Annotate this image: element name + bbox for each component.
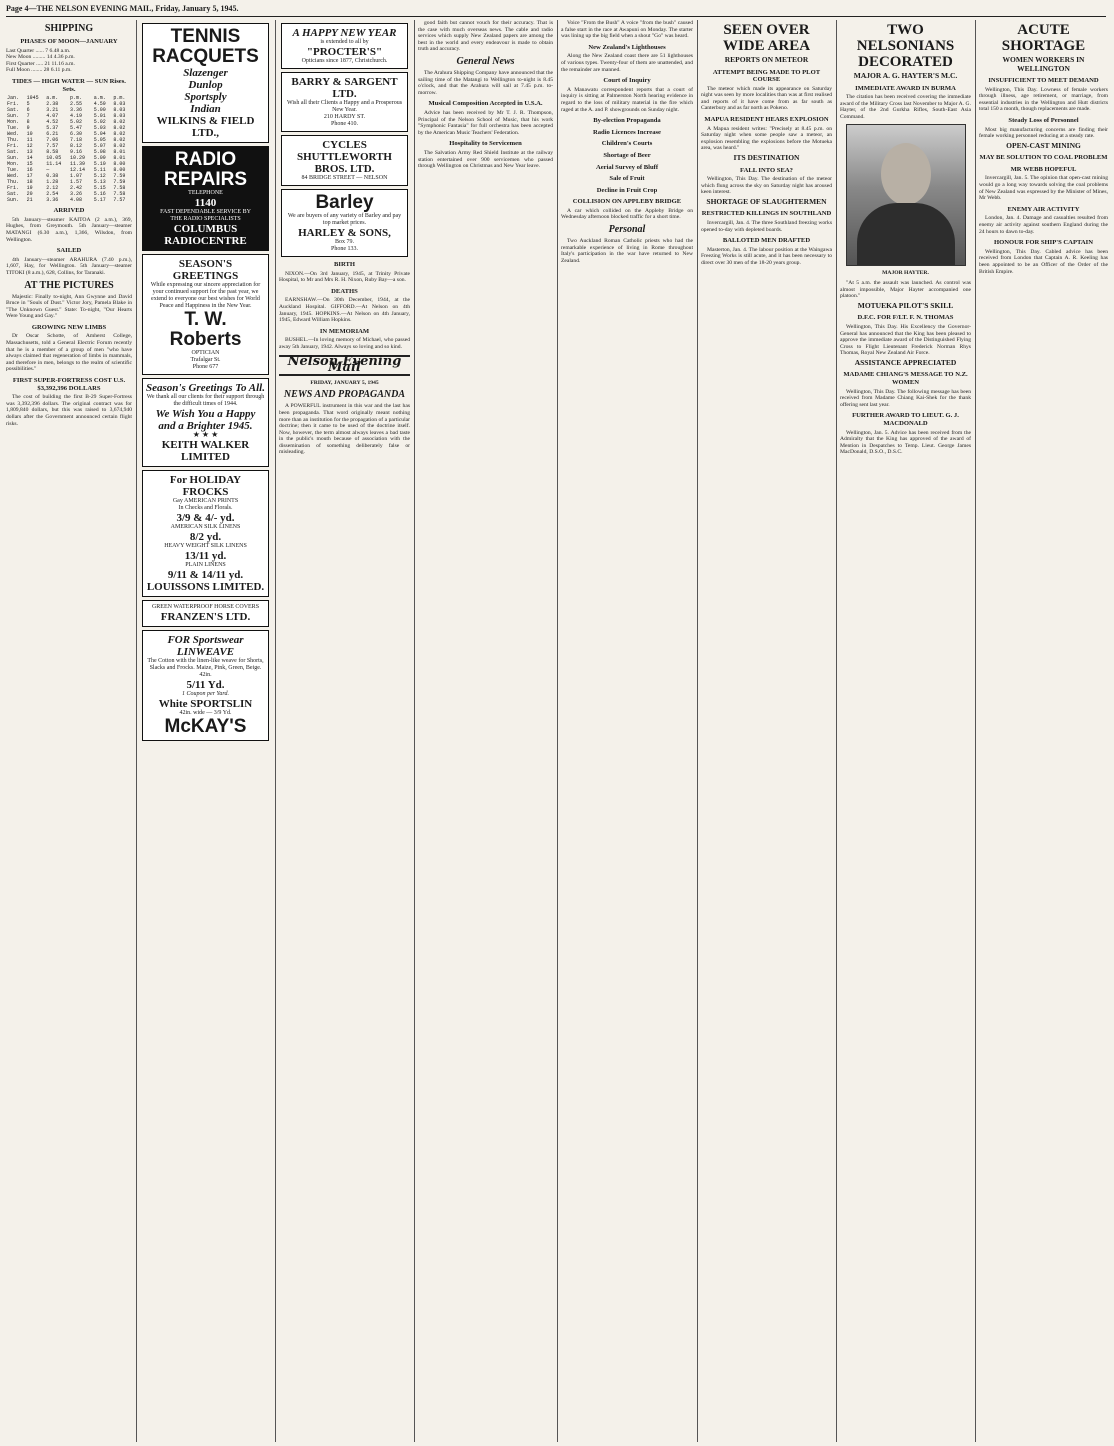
tide-cell: Fri. bbox=[7, 101, 20, 108]
mapua-heading: MAPUA RESIDENT HEARS EXPLOSION bbox=[704, 116, 829, 124]
tide-cell: 1.57 bbox=[69, 179, 82, 186]
ad-barley-title: Barley bbox=[315, 192, 374, 213]
tide-cell: 18 bbox=[26, 179, 33, 186]
enemy-air-text: London, Jan. 4. Damage and casualties resulted from enemy air activity against southern England during the 24 hours to dawn to-day. bbox=[979, 215, 1108, 235]
editorial-continued: good faith but cannot vouch for their accuracy. That is the case with much overseas news. The cable and radio services which supply New Zealand papers are among the best in the world and every endeavour is made to obtain truth and accuracy. bbox=[418, 20, 553, 53]
moon-row: Full Moon ........ 28 6.11 p.m. bbox=[6, 67, 72, 74]
tide-cell: 4.08 bbox=[69, 197, 82, 204]
opencast-sub2: MR WEBB HOPEFUL bbox=[1010, 165, 1077, 173]
pictures-heading: AT THE PICTURES bbox=[24, 279, 114, 291]
paper-title: Nelson Evening Mail bbox=[279, 355, 410, 376]
tide-cell: 3.36 bbox=[46, 197, 59, 204]
ad-barry-address: 210 HARDY ST. bbox=[323, 114, 366, 120]
column-rule bbox=[697, 20, 698, 1442]
tide-cell: Sun. bbox=[7, 155, 20, 162]
ad-roberts-title: SEASON'S GREETINGS bbox=[172, 258, 239, 282]
decorated-subhead: MAJOR A. G. HAYTER'S M.C. bbox=[853, 71, 958, 80]
music-text: Advice has been received by Mr T. J. R. Thompson, Principal of the Nelson School of Music, that his work "Symphonic Fantasia" for full orchestra has been accepted by the American Music Teachers' Federation. bbox=[418, 109, 553, 136]
ad-shuttleworth bbox=[281, 135, 408, 186]
tide-cell: 5.08 bbox=[93, 149, 106, 156]
ad-shuttleworth-shop: SHUTTLEWORTH BROS. LTD. bbox=[297, 151, 392, 175]
slaughtermen-heading: SHORTAGE OF SLAUGHTERMEN bbox=[706, 196, 827, 206]
decorated-text-2: "At 5 a.m. the assault was launched. As control was almost impossible, Major Hayter accompanied one platoon." bbox=[840, 280, 971, 300]
tide-cell: Sat. bbox=[7, 107, 20, 114]
tide-cell: 2.54 bbox=[46, 191, 59, 198]
personnel-text: Most big manufacturing concerns are finding their female working personnel reducing at a steady rate. bbox=[979, 126, 1108, 140]
tide-cell: 7.06 bbox=[46, 137, 59, 144]
superfort-heading: FIRST SUPER-FORTRESS COST U.S. $3,392,396 DOLLARS bbox=[12, 377, 126, 392]
limbs-text: Dr Oscar Schotte, of Amherst College, Massachusetts, told a General Electric Forum recently that he is a member of a group of men "who have always claimed that regeneration of limbs in mammals, and therefore in men, belongs to the realm of scientific possibilities." bbox=[6, 333, 132, 373]
moon-heading: PHASES OF MOON—JANUARY bbox=[20, 38, 118, 45]
pilot-text: Wellington, This Day. His Excellency the Governor-General has announced that the King has been pleased to approve the immediate award of the Distinguished Flying Cross to Flight Lieutenant Frederick Norman Rhys Thomas, Royal New Zealand Air Force. bbox=[840, 323, 971, 357]
tide-cell: 8.03 bbox=[113, 101, 126, 108]
column-rule bbox=[414, 20, 415, 1442]
tide-cell: 17 bbox=[26, 173, 33, 180]
ad-shuttleworth-title: CYCLES bbox=[322, 139, 367, 151]
ad-louissons-item-desc: In Checks and Florals. bbox=[178, 504, 233, 511]
tide-cell: 2.42 bbox=[69, 185, 82, 192]
tide-cell: 5.47 bbox=[69, 125, 82, 132]
tide-cell: 8.58 bbox=[46, 149, 59, 156]
ad-keith-walker bbox=[142, 378, 269, 467]
collision-text: A car which collided on the Appleby Bridge on Wednesday afternoon blocked traffic for a short time. bbox=[561, 207, 693, 221]
ad-roberts-text: While expressing our sincere appreciation for your continued support for the past year, we extend to everyone our best wishes for World Peace and Happiness in the New Year. bbox=[150, 282, 261, 309]
tide-cell: 12.14 bbox=[69, 167, 85, 174]
ad-tennis-line: Dunlop bbox=[188, 79, 223, 91]
tide-cell: 5.05 bbox=[93, 137, 106, 144]
personal-heading: Personal bbox=[608, 224, 646, 236]
column-ads-1 bbox=[140, 20, 271, 1442]
pictures-text: Majestic: Finally to-night, Ann Gwynne and David Bruce in "Souls of Dust." Victor Jory, Pamela Blake in "The Unknown Guest." State: To-night, "Our Hearts Were Young and Gay." bbox=[6, 293, 132, 320]
ad-radio-phone-label: TELEPHONE bbox=[188, 190, 223, 196]
children-heading: Children's Courts bbox=[601, 140, 653, 148]
tide-cell: 11.14 bbox=[46, 161, 62, 168]
tide-cell: 5.13 bbox=[93, 179, 106, 186]
shortage-text: Wellington, This Day. Lowness of female workers through illness, age retirement, or marriage, from essential industries in the Wellington and Hutt districts total 150 a month, though replacements are made. bbox=[979, 86, 1108, 113]
ad-barry-text: Wish all their Clients a Happy and a Prosperous New Year. bbox=[286, 100, 403, 113]
tide-cell: 2.38 bbox=[46, 101, 59, 108]
ad-barley-text: We are buyers of any variety of Barley and pay top market prices. bbox=[287, 213, 402, 226]
tide-cell: 8.12 bbox=[69, 143, 82, 150]
tide-cell: Sat. bbox=[7, 191, 20, 198]
tide-cell: Fri. bbox=[7, 185, 20, 192]
ad-radio-shop: COLUMBUS RADIOCENTRE bbox=[164, 223, 247, 247]
beer-heading: Shortage of Beer bbox=[603, 151, 651, 159]
opencast-sub: MAY BE SOLUTION TO COAL PROBLEM bbox=[979, 154, 1108, 162]
ad-procter-title: A HAPPY NEW YEAR bbox=[292, 27, 397, 39]
ad-barley-phone: Phone 133. bbox=[331, 246, 358, 252]
ad-louissons bbox=[142, 470, 269, 597]
shortage-headline: ACUTE SHORTAGE bbox=[1001, 22, 1086, 54]
portrait-head-shape bbox=[881, 143, 931, 205]
column-rule bbox=[975, 20, 976, 1442]
tide-cell: 2.12 bbox=[46, 185, 59, 192]
tide-cell: Thu. bbox=[7, 137, 20, 144]
coal-heading: Decline in Fruit Crop bbox=[596, 186, 658, 194]
ad-walker-wish: We Wish You a Happy and a Brighter 1945. bbox=[155, 408, 256, 432]
decorated-headline: TWO NELSONIANS DECORATED bbox=[856, 22, 955, 70]
ad-barry-phone: Phone 410. bbox=[331, 121, 358, 127]
tide-cell: 14 bbox=[26, 155, 33, 162]
balloted-heading: BALLOTED MEN DRAFTED bbox=[722, 237, 811, 245]
tide-cell: 5.09 bbox=[93, 155, 106, 162]
tide-cell: 2.55 bbox=[69, 101, 82, 108]
ad-louissons-item: AMERICAN SILK LINENS bbox=[170, 523, 241, 530]
tide-cell: 13 bbox=[26, 149, 33, 156]
birth-text: NIXON.—On 3rd January, 1945, at Trinity Private Hospital, to Mr and Mrs R. H. Nixon, Ruby Bay—a son. bbox=[279, 270, 410, 284]
ad-roberts-optician bbox=[142, 254, 269, 375]
editorial-text: A POWERFUL instrument in this war and the last has been propaganda. That word originally meant nothing more than an institution for the propagation of a particular doctrine; then it came to be used of the doctrine itself. Now, however, the term almost always leaves a bad taste in the public's mouth because of association with the dissemination of something deliberately false or misleading. bbox=[279, 403, 410, 456]
tide-cell: 5.02 bbox=[69, 119, 82, 126]
tide-cell: 8 bbox=[26, 119, 30, 126]
destination-heading: ITS DESTINATION bbox=[733, 153, 800, 163]
tide-cell: 4.52 bbox=[46, 119, 59, 126]
pilot-heading: MOTUEKA PILOT'S SKILL bbox=[857, 300, 954, 310]
tide-cell: 8.00 bbox=[113, 167, 126, 174]
ad-roberts-phone: Phone 677 bbox=[192, 364, 219, 370]
destination-sub: FALL INTO SEA? bbox=[740, 166, 793, 174]
ad-shuttleworth-address: 84 BRIDGE STREET — NELSON bbox=[301, 175, 388, 181]
ad-procter-trade: Opticians since 1877, Christchurch. bbox=[301, 58, 388, 64]
tide-row bbox=[6, 197, 132, 203]
tide-cell: 7.57 bbox=[46, 143, 59, 150]
tide-cell: 11 bbox=[26, 137, 33, 144]
column-rule bbox=[836, 20, 837, 1442]
tide-cell: 4.07 bbox=[46, 113, 59, 120]
ad-tennis-line: Slazenger bbox=[183, 67, 228, 79]
opencast-heading: OPEN-CAST MINING bbox=[1006, 140, 1081, 150]
tide-cell: 20 bbox=[26, 191, 33, 198]
star-icon: ★ ★ ★ bbox=[192, 430, 219, 439]
tide-cell: 8.01 bbox=[113, 149, 126, 156]
ad-roberts-address: Trafalgar St. bbox=[190, 357, 221, 363]
moon-row: Last Quarter ...... 7 6.48 a.m. bbox=[6, 47, 71, 54]
tide-cell: 9 bbox=[26, 125, 30, 132]
ad-tennis-title: TENNIS RACQUETS bbox=[152, 26, 259, 67]
tide-cell: 5.11 bbox=[93, 167, 106, 174]
ad-roberts-shop: T. W. Roberts bbox=[169, 309, 242, 350]
tide-cell: 8.02 bbox=[113, 131, 126, 138]
tide-cell: 10.29 bbox=[69, 155, 85, 162]
ad-louissons-title: For HOLIDAY FROCKS bbox=[169, 473, 242, 498]
ad-procter-subtitle: is extended to all by bbox=[320, 39, 369, 45]
tide-cell: 5.00 bbox=[93, 107, 106, 114]
ad-louissons-item: HEAVY WEIGHT SILK LINENS bbox=[164, 542, 247, 549]
tide-cell: Jan. bbox=[7, 95, 20, 102]
column-ads-2 bbox=[279, 20, 410, 1442]
ad-linweave-title: FOR Sportswear LINWEAVE bbox=[167, 633, 244, 658]
ad-barry-shop: BARRY & SARGENT LTD. bbox=[291, 76, 398, 100]
photo-caption: MAJOR HAYTER. bbox=[882, 270, 929, 277]
pilot-sub: D.F.C. FOR F/LT. F. N. THOMAS bbox=[857, 314, 954, 322]
collision-heading: COLLISION ON APPLEBY BRIDGE bbox=[572, 198, 682, 206]
tide-cell: 4.59 bbox=[93, 101, 106, 108]
decorated-text: The citation has been received covering the immediate award of the Military Cross last November to Major A. G. Hayter, of the 2nd Gurkha Rifles, South-East Asia Command. bbox=[840, 94, 971, 120]
general-news-heading: General News bbox=[456, 55, 515, 67]
ad-radio-phone: 1140 bbox=[194, 197, 217, 209]
byelection-heading: By-election Propaganda bbox=[593, 117, 661, 125]
assistance-heading: ASSISTANCE APPRECIATED bbox=[854, 357, 957, 367]
ad-barley-box: Box 79. bbox=[334, 239, 354, 245]
tide-cell: 7.18 bbox=[69, 137, 82, 144]
ad-roberts-trade: OPTICIAN bbox=[191, 350, 220, 356]
tide-cell: Sun. bbox=[7, 197, 20, 204]
tide-cell: p.m. bbox=[113, 95, 126, 102]
tide-cell: 7.59 bbox=[113, 179, 126, 186]
slaughtermen-sub: RESTRICTED KILLINGS IN SOUTHLAND bbox=[701, 210, 832, 218]
ad-louissons-item: Gay AMERICAN PRINTS bbox=[172, 497, 239, 504]
deaths-text: EARNSHAW.—On 30th December, 1944, at the Auckland Hospital. GIFFORD.—At Nelson on 4th January, 1945. HOPKINS.—At Nelson on 4th January, 1945, Edward William Hopkins. bbox=[279, 297, 410, 324]
editorial-heading: NEWS AND PROPAGANDA bbox=[283, 389, 406, 401]
opencast-text: Invercargill, Jan. 5. The opinion that open-cast mining would go a long way towards solving the coal problems of New Zealand was expressed by the Minister of Mines, Mr Webb. bbox=[979, 175, 1108, 202]
tide-cell: 8.02 bbox=[113, 119, 126, 126]
balloted-text: Masterton, Jan. 4. The labour position at the Waingawa Freezing Works is still acute, and it has been necessary to direct over 30 men of the 18-20 years group. bbox=[701, 246, 832, 266]
ad-linweave-text: The Cotton with the linen-like weave for Shorts, Slacks and Frocks. Maize, Pink, Green, Beige. 42in. bbox=[147, 657, 264, 678]
ad-barry-sargent bbox=[281, 72, 408, 132]
meteor-sub2: ATTEMPT BEING MADE TO PLOT COURSE bbox=[712, 68, 821, 84]
tide-cell: 8.02 bbox=[113, 137, 126, 144]
personnel-heading: Steady Loss of Personnel bbox=[1008, 116, 1079, 124]
tide-cell: Tue. bbox=[7, 167, 20, 174]
tide-cell: 1.28 bbox=[46, 179, 59, 186]
ad-tennis-racquets bbox=[142, 23, 269, 143]
meteor-subhead: REPORTS ON METEOR bbox=[724, 55, 809, 64]
tide-cell: 19 bbox=[26, 185, 33, 192]
ad-procter-shop: "PROCTER'S" bbox=[306, 46, 383, 58]
moon-row: New Moon ......... 14 4.36 p.m. bbox=[6, 54, 75, 61]
tide-cell: 6.21 bbox=[46, 131, 59, 138]
tide-cell: 12 bbox=[26, 143, 33, 150]
fruit-heading: Sale of Fruit bbox=[609, 175, 645, 183]
memoriam-heading: IN MEMORIAM bbox=[319, 327, 370, 335]
tide-cell: 5.03 bbox=[93, 125, 106, 132]
aerial-heading: Aerial Survey of Bluff bbox=[595, 163, 659, 171]
lighthouses-heading: New Zealand's Lighthouses bbox=[588, 43, 666, 51]
tide-cell: Wed. bbox=[7, 131, 20, 138]
column-decorations bbox=[840, 20, 971, 1442]
ad-louissons-shop: LOUISSONS LIMITED. bbox=[146, 580, 265, 593]
honour-text: Wellington, This Day. Cabled advice has been received from London that Captain A. R. Keeling has been appointed to be an Officer of the Order of the British Empire. bbox=[979, 248, 1108, 275]
award-heading: FURTHER AWARD TO LIEUT. G. J. MACDONALD bbox=[852, 412, 959, 427]
tide-cell: 6 bbox=[26, 107, 30, 114]
music-heading: Musical Composition Accepted in U.S.A. bbox=[428, 100, 543, 108]
column-general-news bbox=[561, 20, 693, 1442]
column-rule bbox=[136, 20, 137, 1442]
tide-cell: 7.57 bbox=[113, 197, 126, 204]
tide-cell: 0.38 bbox=[46, 173, 59, 180]
tide-cell: 3.36 bbox=[69, 107, 82, 114]
ad-horse-title: GREEN WATERPROOF HORSE COVERS bbox=[151, 603, 260, 610]
tide-cell: a.m. bbox=[93, 95, 106, 102]
tide-cell: p.m. bbox=[69, 95, 82, 102]
portrait-body-shape bbox=[857, 203, 955, 265]
shortage-sub2: INSUFFICIENT TO MEET DEMAND bbox=[988, 77, 1099, 84]
tide-cell: a.m. bbox=[46, 95, 59, 102]
ad-procters bbox=[281, 23, 408, 69]
tide-cell: 8.01 bbox=[113, 155, 126, 162]
tide-cell: 5.04 bbox=[93, 131, 106, 138]
column-meteor bbox=[701, 20, 832, 1442]
tide-cell: Fri. bbox=[7, 143, 20, 150]
tide-cell: Sun. bbox=[7, 113, 20, 120]
ad-louissons-price: 8/2 yd. bbox=[189, 530, 222, 543]
tide-cell: 10 bbox=[26, 131, 33, 138]
ad-louissons-price: 9/11 & 14/11 yd. bbox=[167, 568, 244, 581]
column-shortage bbox=[979, 20, 1108, 1442]
ad-linweave-price: 5/11 Yd. bbox=[186, 678, 225, 691]
column-rule bbox=[275, 20, 276, 1442]
tide-cell: 5.15 bbox=[93, 185, 106, 192]
radio-heading: Radio Licences Increase bbox=[592, 128, 661, 136]
ad-tennis-line: Sportsply bbox=[184, 91, 227, 103]
sailed-text: 4th January—steamer ARAHURA (7.40 p.m.), 1,607, Hay, for Wellington. 5th January—steamer TITOKI (8 a.m.), 628, Collins, for Taranaki. bbox=[6, 256, 132, 276]
tide-cell: 5.37 bbox=[46, 125, 59, 132]
lighthouses-text: Along the New Zealand coast there are 51 lighthouses of various types. Twenty-four of them are unattended, and the remainder are manned. bbox=[561, 53, 693, 73]
ad-linweave-coupon: 1 Coupon per Yard. bbox=[182, 690, 229, 697]
assistance-sub: MADAME CHIANG'S MESSAGE TO N.Z. WOMEN bbox=[843, 371, 968, 386]
tide-cell: 9.16 bbox=[69, 149, 82, 156]
voice-text: Voice "From the Bush" A voice "from the bush" caused a false start in the race at Awapuni on Monday. The starter was lining up the big field when a shout "Go" was heard. bbox=[561, 20, 693, 40]
tide-cell: Wed. bbox=[7, 173, 20, 180]
ad-barley-shop: HARLEY & SONS, bbox=[298, 227, 391, 239]
tide-cell: 8.02 bbox=[113, 143, 126, 150]
tide-cell: 8.03 bbox=[113, 113, 126, 120]
tide-cell: 4.19 bbox=[69, 113, 82, 120]
meteor-text: The meteor which made its appearance on Saturday night was seen by more localities than was at first realised and reports of it have come from as far south as Canterbury and as far north as Pokeno. bbox=[701, 85, 832, 112]
column-rule bbox=[557, 20, 558, 1442]
tides-heading: TIDES — HIGH WATER — SUN Rises. Sets. bbox=[12, 77, 126, 93]
decorated-sub2: IMMEDIATE AWARD IN BURMA bbox=[855, 84, 956, 92]
tide-cell: Mon. bbox=[7, 119, 20, 126]
ad-radio-line: FAST DEPENDABLE SERVICE BY bbox=[160, 209, 251, 215]
tide-cell: 3.21 bbox=[46, 107, 59, 114]
tides-table bbox=[6, 95, 132, 203]
destination-text: Wellington, This Day. The destination of the meteor which flung across the sky on Saturday night has aroused keen interest. bbox=[701, 176, 832, 196]
hospitality-heading: Hospitality to Servicemen bbox=[449, 140, 522, 148]
tide-cell: 8.02 bbox=[113, 125, 126, 132]
ad-horse-shop: FRANZEN'S LTD. bbox=[160, 610, 251, 623]
tide-cell: 15 bbox=[26, 161, 33, 168]
ad-tennis-shop: WILKINS & FIELD LTD., bbox=[156, 115, 255, 139]
ad-radio-line: THE RADIO SPECIALISTS bbox=[170, 216, 241, 222]
column-shipping bbox=[6, 20, 132, 1442]
tide-cell: 6.30 bbox=[69, 131, 82, 138]
shipping-heading: SHIPPING bbox=[44, 23, 94, 34]
arrived-heading: ARRIVED bbox=[53, 207, 85, 215]
birth-heading: BIRTH bbox=[333, 261, 356, 268]
moon-row: First Quarter ..... 21 11.16 a.m. bbox=[6, 60, 75, 67]
tide-cell: 5.02 bbox=[93, 119, 106, 126]
sailed-heading: SAILED bbox=[56, 247, 82, 255]
tide-cell: 8.00 bbox=[113, 161, 126, 168]
slaughtermen-text: Invercargill, Jan. 4. The three Southland freezing works opened to-day with depleted boards. bbox=[701, 220, 832, 233]
arrived-text: 5th January—steamer KAITOA (2 a.m.), 369, Hughes, from Greymouth. 5th January—steamer MATANGI (6.30 a.m.), 1,366, Wilsdon, from Wellington. bbox=[6, 216, 132, 243]
deaths-heading: DEATHS bbox=[331, 287, 358, 295]
tide-cell: 21 bbox=[26, 197, 33, 204]
tide-cell: Thu. bbox=[7, 179, 20, 186]
tide-cell: — bbox=[46, 167, 50, 174]
tide-cell: 11.39 bbox=[69, 161, 85, 168]
general-news-text: The Arahura Shipping Company have announced that the sailing time of the Matangi to Wellington to-night is 8.45 o'clock, and that the Arahura will sail at 7.45 p.m. to-morrow. bbox=[418, 69, 553, 96]
shortage-subhead: WOMEN WORKERS IN WELLINGTON bbox=[1002, 55, 1085, 73]
ad-tennis-line: Indian bbox=[190, 103, 221, 115]
court-text: A Manawatu correspondent reports that a court of inquiry is sitting at Palmerston North hearing evidence in regard to the loss of military material in the fire which raged at the A. and P. showgrounds on Sunday night. bbox=[561, 86, 693, 113]
court-heading: Court of Inquiry bbox=[603, 77, 651, 85]
tide-cell: 16 bbox=[26, 167, 33, 174]
tide-cell: 3.26 bbox=[69, 191, 82, 198]
tide-cell: 7.58 bbox=[113, 191, 126, 198]
ad-linweave-price2: 42in. wide — 3/9 Yd. bbox=[179, 709, 232, 716]
mapua-text: A Mapua resident writes: "Precisely at 8.45 p.m. on Saturday night when some people saw a meteor, an explosion resembling the explosions before the Motueka area, was heard." bbox=[701, 125, 832, 152]
tide-cell: 7.58 bbox=[113, 185, 126, 192]
ad-mckays-logo: McKAY'S bbox=[164, 715, 247, 737]
tide-cell: 5.17 bbox=[93, 197, 106, 204]
tide-cell: 1.07 bbox=[69, 173, 82, 180]
meteor-headline: SEEN OVER WIDE AREA bbox=[722, 22, 811, 54]
tide-cell: 5.10 bbox=[93, 161, 106, 168]
tide-cell: 5.01 bbox=[93, 113, 106, 120]
personal-text: Two Auckland Roman Catholic priests who had the remarkable experience of living in Rome throughout Italy's participation in the war have returned to New Zealand. bbox=[561, 238, 693, 264]
tide-cell: 5.12 bbox=[93, 173, 106, 180]
limbs-heading: GROWING NEW LIMBS bbox=[31, 323, 107, 331]
tide-cell: 10.05 bbox=[46, 155, 62, 162]
ad-louissons-item: PLAIN LINENS bbox=[185, 561, 226, 568]
ad-louissons-price: 13/11 yd. bbox=[184, 549, 227, 562]
ad-horse-covers bbox=[142, 600, 269, 627]
tide-cell: 8.03 bbox=[113, 107, 126, 114]
paper-date: FRIDAY, JANUARY 5, 1945 bbox=[310, 379, 379, 386]
ad-linweave-white: White SPORTSLIN bbox=[158, 697, 253, 710]
memoriam-text: BUSHEL.—In loving memory of Michael, who passed away 5th January, 1942. Always so loving and so kind. bbox=[279, 337, 410, 350]
tide-cell: 5 bbox=[26, 101, 30, 108]
tide-cell: 7 bbox=[26, 113, 30, 120]
assistance-text: Wellington, This Day. The following message has been received from Madame Chiang Kai-Shek for the thank offering sent last year. bbox=[840, 388, 971, 408]
major-hayter-photo bbox=[846, 124, 966, 266]
tide-cell: Mon. bbox=[7, 161, 20, 168]
superfort-text: The cost of building the first B-29 Super-Fortress was 3,392,396 dollars. The original contract was for 1,809,840 dollars, but this was raised to 3,674,940 dollars after the Government announced certain flight risks. bbox=[6, 394, 132, 427]
ad-louissons-price: 3/9 & 4/- yd. bbox=[176, 511, 235, 524]
tide-cell: 5.07 bbox=[93, 143, 106, 150]
ad-walker-title: Season's Greetings To All. bbox=[146, 382, 265, 394]
ad-linweave bbox=[142, 630, 269, 741]
ad-walker-shop: KEITH WALKER LIMITED bbox=[161, 438, 250, 463]
ad-radio-repairs bbox=[142, 146, 269, 251]
tide-cell: 1945 bbox=[26, 95, 39, 102]
page-masthead: Page 4—THE NELSON EVENING MAIL, Friday, January 5, 1945. bbox=[6, 4, 1106, 17]
tide-cell: 5.16 bbox=[93, 191, 106, 198]
honour-heading: HONOUR FOR SHIP'S CAPTAIN bbox=[994, 239, 1093, 247]
tide-cell: 7.59 bbox=[113, 173, 126, 180]
award-text: Wellington, Jan. 5. Advice has been received from the Admiralty that the King has approved of the award of Mention in Despatches to Temp. Lieut. George James MacDonald, D.S.O., D.S.C. bbox=[840, 429, 971, 456]
ad-barley bbox=[281, 189, 408, 257]
ad-radio-title: RADIO REPAIRS bbox=[163, 149, 248, 190]
ad-walker-text: We thank all our clients for their support through the difficult times of 1944. bbox=[146, 394, 265, 407]
tide-cell: Tue. bbox=[7, 125, 20, 132]
column-editorial bbox=[418, 20, 553, 1442]
tide-cell: Sat. bbox=[7, 149, 20, 156]
hospitality-text: The Salvation Army Red Shield Institute at the railway station entertained over 900 servicemen who passed through Wellington on Christmas and New Year leave. bbox=[418, 149, 553, 170]
enemy-air-heading: ENEMY AIR ACTIVITY bbox=[1007, 205, 1080, 213]
